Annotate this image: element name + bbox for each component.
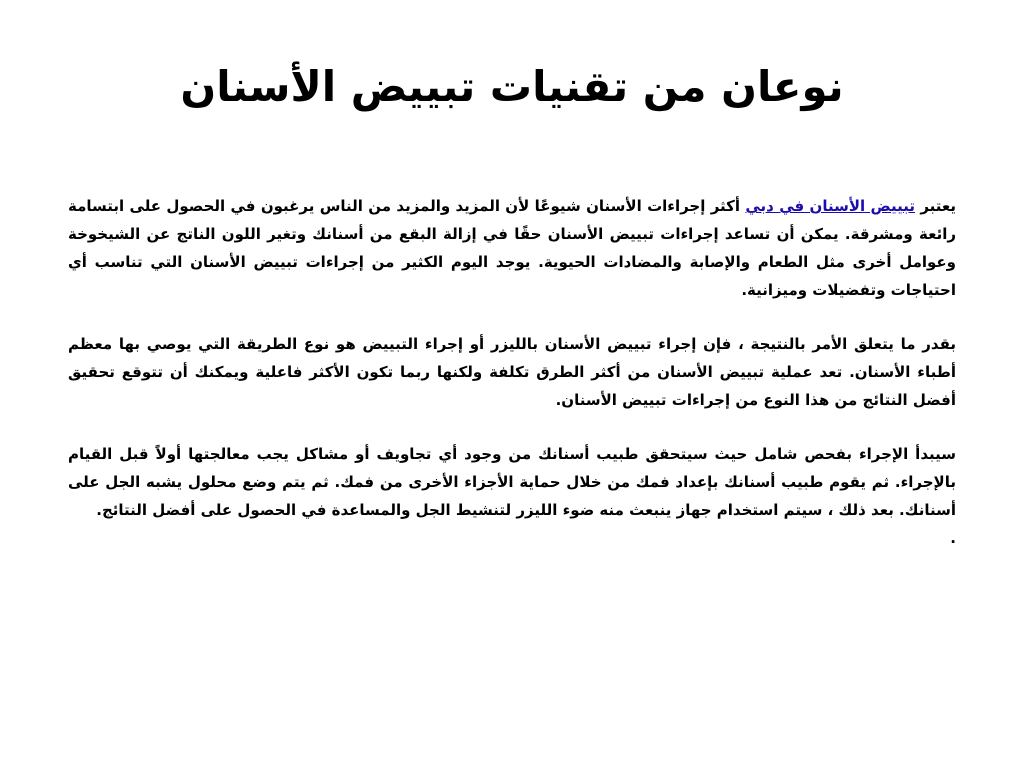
- paragraph-laser-method: بقدر ما يتعلق الأمر بالنتيجة ، فإن إجراء تبييض الأسنان بالليزر أو إجراء التبييض هو نوع الطريقة التي يوصي بها معظم أطباء الأسنان. تعد عملية تبييض الأسنان من أكثر الطرق تكلفة ولكنها ربما تكون الأكثر فاعلية ويمكنك أن تتوقع تحقيق أفضل النتائج من هذا النوع من إجراءات تبييض الأسنان.: [68, 335, 956, 409]
- teeth-whitening-dubai-link[interactable]: تبييض الأسنان في دبي: [745, 197, 915, 215]
- paragraph-intro: [68, 192, 956, 304]
- paragraph-intro-rest: أكثر إجراءات الأسنان شيوعًا لأن المزيد والمزيد من الناس يرغبون في الحصول على ابتسامة رائعة ومشرقة. يمكن أن تساعد إجراءات تبييض الأسنان حقًا في إزالة البقع من أسنانك وتغير اللون الناتج عن الشيخوخة وعوامل أخرى مثل الطعام والإصابة والمضادات الحيوية. يوجد اليوم الكثير من إجراءات تبييض الأسنان التي تناسب أي احتياجات وتفضيلات وميزانية.: [68, 197, 956, 299]
- slide-body: [68, 192, 956, 552]
- trailing-period: .: [950, 529, 956, 547]
- paragraph-intro-start: يعتبر: [914, 197, 956, 215]
- slide-title: نوعان من تقنيات تبييض الأسنان: [180, 62, 844, 111]
- paragraph-procedure: سيبدأ الإجراء بفحص شامل حيث سيتحقق طبيب أسنانك من وجود أي تجاويف أو مشاكل يجب معالجتها أولاً قبل القيام بالإجراء. ثم يقوم طبيب أسنانك بإعداد فمك من خلال حماية الأجزاء الأخرى من فمك. ثم يتم وضع محلول يشبه الجل على أسنانك. بعد ذلك ، سيتم استخدام جهاز ينبعث منه ضوء الليزر لتنشيط الجل والمساعدة في الحصول على أفضل النتائج.: [68, 445, 956, 519]
